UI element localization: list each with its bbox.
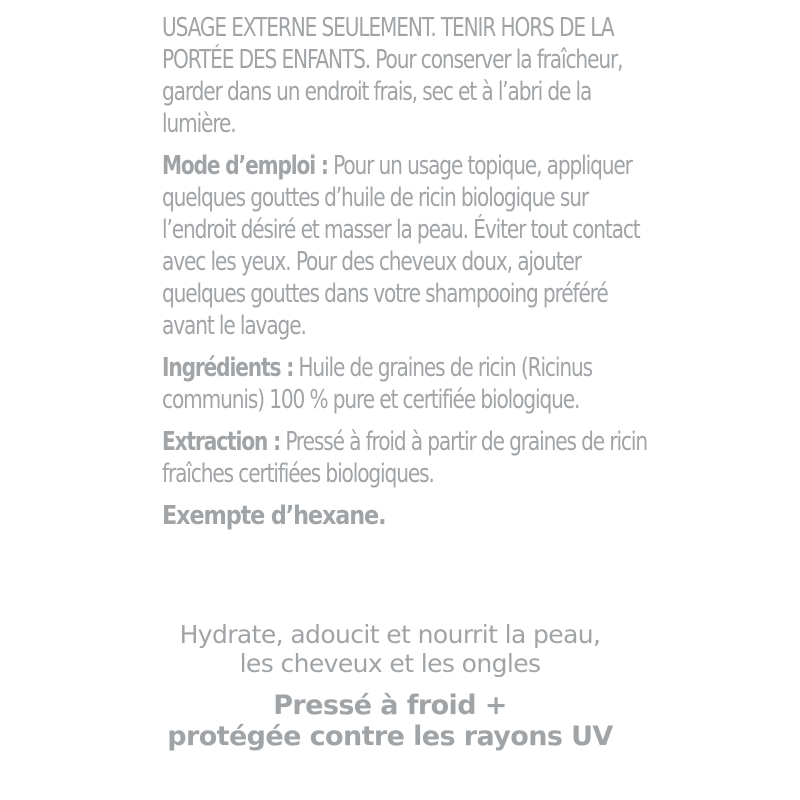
benefit-line-2: les cheveux et les ongles: [239, 649, 541, 678]
hexane-free-statement: Exempte d’hexane.: [162, 501, 386, 531]
extraction-paragraph: [162, 426, 652, 490]
directions-heading: Mode d’emploi :: [162, 151, 328, 181]
product-label-text: [162, 12, 652, 532]
benefit-statement: [150, 620, 630, 678]
directions-text: Pour un usage topique, appliquer quelques gouttes d’huile de ricin biologique sur l’endroit désiré et masser la peau. Éviter tout contact avec les yeux. Pour des cheveux doux, ajouter quelques gouttes dans votre shampooing préféré avant le lavage.: [162, 151, 640, 341]
claim-line-1: Pressé à froid +: [273, 690, 507, 721]
ingredients-paragraph: [162, 352, 652, 416]
benefit-line-1: Hydrate, adoucit et nourrit la peau,: [179, 620, 601, 649]
claim-statement: [140, 690, 640, 752]
ingredients-text: Huile de graines de ricin (Ricinus communis) 100 % pure et certifiée biologique.: [162, 353, 592, 415]
directions-paragraph: [162, 150, 652, 342]
warning-paragraph: USAGE EXTERNE SEULEMENT. TENIR HORS DE LA PORTÉE DES ENFANTS. Pour conserver la fraîcheur, garder dans un endroit frais, sec et à l’abri de la lumière.: [162, 13, 623, 139]
extraction-heading: Extraction :: [162, 427, 281, 457]
claim-line-2: protégée contre les rayons UV: [167, 721, 613, 752]
extraction-text: Pressé à froid à partir de graines de ricin fraîches certifiées biologiques.: [162, 427, 647, 489]
ingredients-heading: Ingrédients :: [162, 353, 294, 383]
